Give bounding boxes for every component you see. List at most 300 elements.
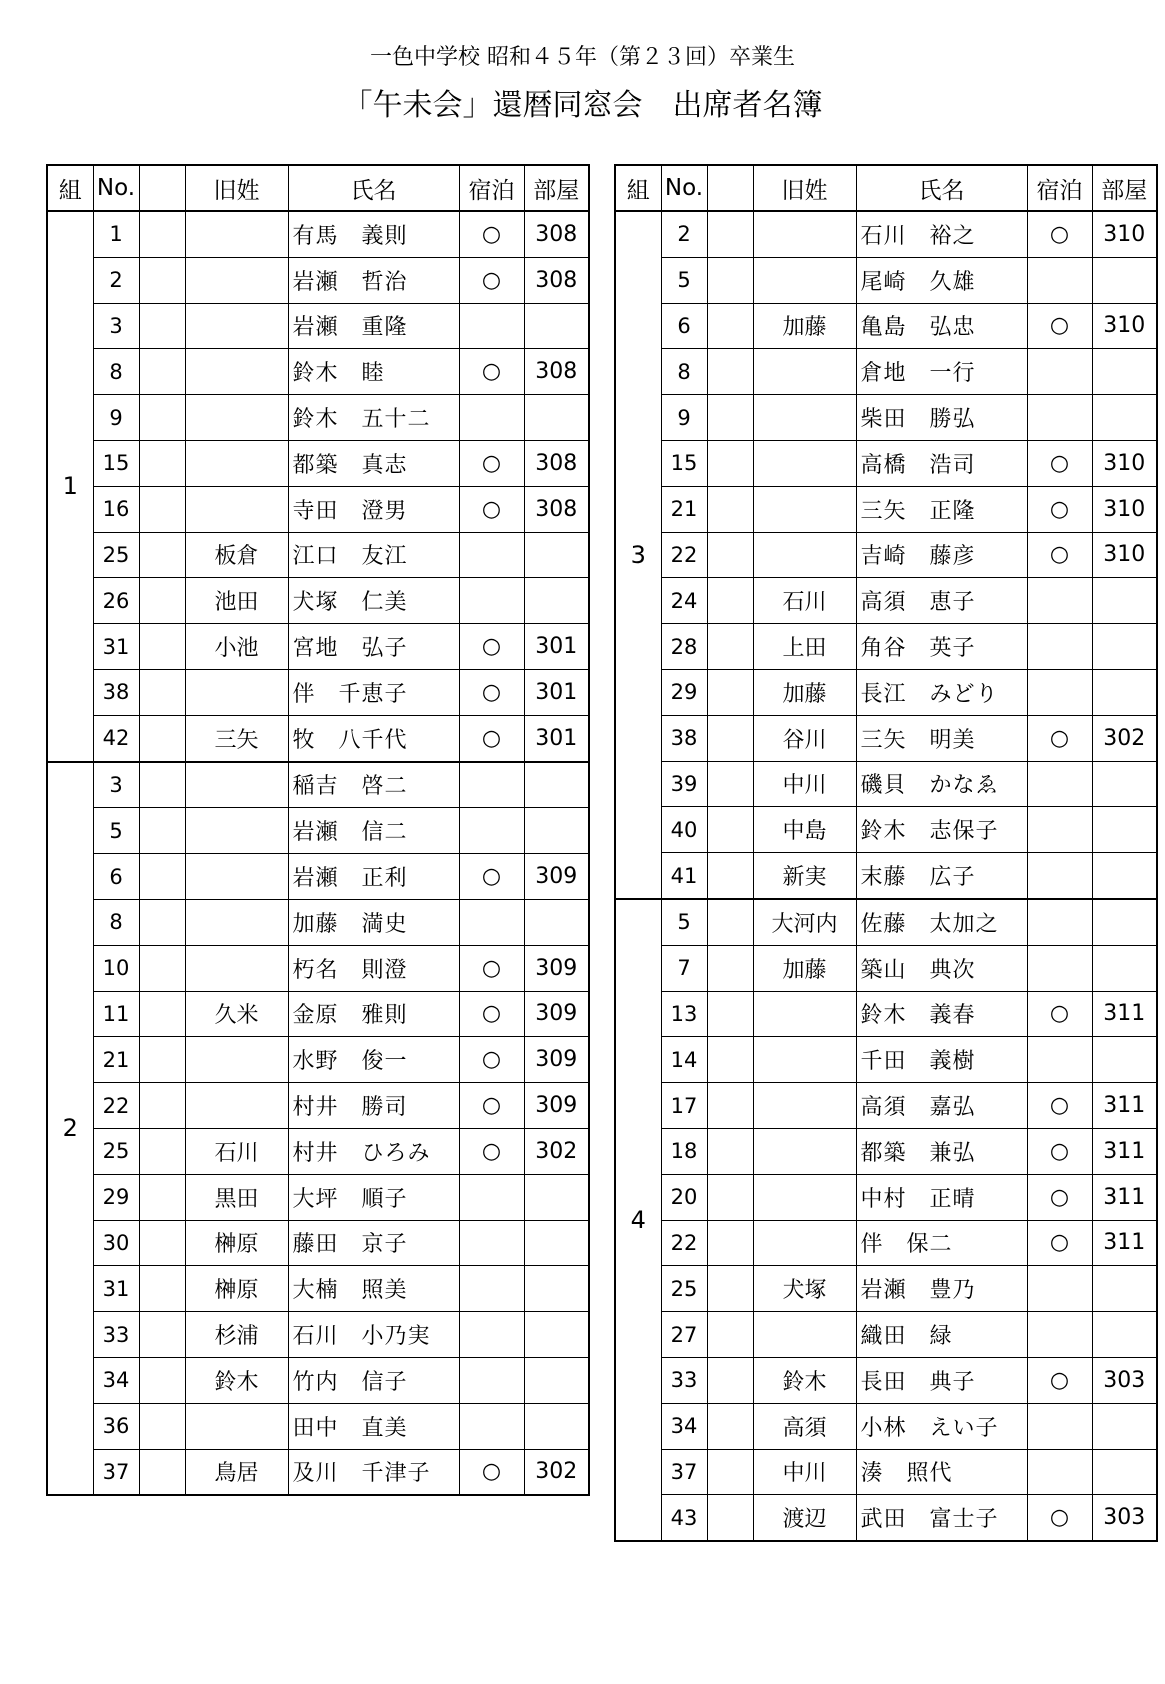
student-no: 9 — [93, 395, 139, 441]
blank-cell — [139, 303, 185, 349]
stay-mark: ○ — [1027, 1495, 1092, 1541]
room-number — [1092, 395, 1157, 441]
attendee-name: 朽名 則澄 — [288, 945, 459, 991]
blank-cell — [707, 440, 753, 486]
room-number — [524, 1220, 589, 1266]
attendee-name: 大楠 照美 — [288, 1266, 459, 1312]
attendee-name: 寺田 澄男 — [288, 486, 459, 532]
room-number: 309 — [524, 991, 589, 1037]
old-surname — [185, 899, 288, 945]
old-surname — [185, 1083, 288, 1129]
old-surname — [185, 945, 288, 991]
stay-mark: ○ — [459, 624, 524, 670]
attendee-name: 村井 ひろみ — [288, 1128, 459, 1174]
room-number — [1092, 899, 1157, 945]
old-surname — [185, 349, 288, 395]
attendee-name: 岩瀬 哲治 — [288, 257, 459, 303]
blank-cell — [139, 991, 185, 1037]
room-number: 301 — [524, 715, 589, 761]
table-header-row — [615, 165, 1157, 211]
attendee-name: 宮地 弘子 — [288, 624, 459, 670]
old-surname — [753, 486, 856, 532]
attendee-name: 長田 典子 — [856, 1357, 1027, 1403]
room-number — [524, 899, 589, 945]
blank-cell — [707, 669, 753, 715]
attendee-name: 有馬 義則 — [288, 211, 459, 257]
group-label: 2 — [47, 762, 93, 1496]
old-surname — [753, 1174, 856, 1220]
old-surname: 石川 — [185, 1128, 288, 1174]
old-surname: 榊原 — [185, 1220, 288, 1266]
blank-cell — [139, 808, 185, 854]
table-row — [615, 1449, 1157, 1495]
stay-mark: ○ — [459, 211, 524, 257]
room-number — [1092, 349, 1157, 395]
attendee-table-left — [46, 164, 590, 1496]
old-surname: 石川 — [753, 578, 856, 624]
table-row — [615, 624, 1157, 670]
room-number: 309 — [524, 945, 589, 991]
old-surname — [753, 991, 856, 1037]
room-number: 310 — [1092, 211, 1157, 257]
blank-cell — [707, 899, 753, 945]
blank-cell — [707, 1174, 753, 1220]
student-no: 27 — [661, 1312, 707, 1358]
student-no: 9 — [661, 395, 707, 441]
attendee-name: 小林 えい子 — [856, 1403, 1027, 1449]
stay-mark: ○ — [459, 1449, 524, 1495]
table-row — [47, 211, 589, 257]
old-surname — [185, 211, 288, 257]
blank-cell — [139, 349, 185, 395]
blank-cell — [139, 1312, 185, 1358]
student-no: 10 — [93, 945, 139, 991]
old-surname — [753, 440, 856, 486]
blank-cell — [707, 1083, 753, 1129]
stay-mark: ○ — [1027, 532, 1092, 578]
table-row — [47, 1220, 589, 1266]
attendee-name: 武田 富士子 — [856, 1495, 1027, 1541]
blank-cell — [707, 945, 753, 991]
room-number: 311 — [1092, 1220, 1157, 1266]
stay-mark — [459, 808, 524, 854]
old-surname — [753, 257, 856, 303]
old-surname: 新実 — [753, 853, 856, 899]
attendee-name: 岩瀬 豊乃 — [856, 1266, 1027, 1312]
table-row — [47, 991, 589, 1037]
stay-mark: ○ — [459, 715, 524, 761]
stay-mark: ○ — [1027, 1220, 1092, 1266]
table-row — [47, 486, 589, 532]
attendee-name: 岩瀬 正利 — [288, 854, 459, 900]
blank-cell — [707, 807, 753, 853]
student-no: 20 — [661, 1174, 707, 1220]
attendee-name: 江口 友江 — [288, 532, 459, 578]
stay-mark: ○ — [1027, 715, 1092, 761]
old-surname: 榊原 — [185, 1266, 288, 1312]
stay-mark: ○ — [459, 1037, 524, 1083]
table-row — [615, 440, 1157, 486]
stay-mark: ○ — [1027, 303, 1092, 349]
old-surname: 小池 — [185, 624, 288, 670]
student-no: 33 — [661, 1357, 707, 1403]
old-surname: 上田 — [753, 624, 856, 670]
old-surname — [185, 854, 288, 900]
header-room: 部屋 — [1092, 165, 1157, 211]
attendee-name: 佐藤 太加之 — [856, 899, 1027, 945]
blank-cell — [139, 395, 185, 441]
student-no: 5 — [93, 808, 139, 854]
attendee-name: 竹内 信子 — [288, 1357, 459, 1403]
old-surname: 杉浦 — [185, 1312, 288, 1358]
stay-mark: ○ — [459, 440, 524, 486]
blank-cell — [139, 1174, 185, 1220]
old-surname — [185, 440, 288, 486]
student-no: 26 — [93, 578, 139, 624]
blank-cell — [139, 854, 185, 900]
stay-mark — [1027, 761, 1092, 807]
table-row — [47, 945, 589, 991]
stay-mark: ○ — [459, 257, 524, 303]
header-stay: 宿泊 — [459, 165, 524, 211]
student-no: 25 — [661, 1266, 707, 1312]
student-no: 41 — [661, 853, 707, 899]
student-no: 31 — [93, 624, 139, 670]
attendee-name: 中村 正晴 — [856, 1174, 1027, 1220]
blank-cell — [139, 1266, 185, 1312]
blank-cell — [139, 440, 185, 486]
room-number: 308 — [524, 440, 589, 486]
attendee-name: 磯貝 かなゑ — [856, 761, 1027, 807]
room-number: 302 — [1092, 715, 1157, 761]
header-group: 組 — [47, 165, 93, 211]
stay-mark: ○ — [1027, 440, 1092, 486]
attendee-name: 高須 恵子 — [856, 578, 1027, 624]
table-row — [615, 899, 1157, 945]
attendee-name: 岩瀬 信二 — [288, 808, 459, 854]
student-no: 43 — [661, 1495, 707, 1541]
stay-mark — [459, 395, 524, 441]
blank-cell — [139, 715, 185, 761]
old-surname: 久米 — [185, 991, 288, 1037]
attendee-name: 都築 兼弘 — [856, 1128, 1027, 1174]
old-surname: 大河内 — [753, 899, 856, 945]
table-row — [47, 1266, 589, 1312]
room-number: 301 — [524, 624, 589, 670]
room-number — [524, 303, 589, 349]
old-surname — [753, 349, 856, 395]
attendee-name: 牧 八千代 — [288, 715, 459, 761]
old-surname — [185, 762, 288, 808]
old-surname: 鳥居 — [185, 1449, 288, 1495]
student-no: 15 — [93, 440, 139, 486]
old-surname: 鈴木 — [185, 1357, 288, 1403]
student-no: 33 — [93, 1312, 139, 1358]
old-surname: 加藤 — [753, 945, 856, 991]
old-surname: 谷川 — [753, 715, 856, 761]
student-no: 34 — [661, 1403, 707, 1449]
attendee-name: 鈴木 睦 — [288, 349, 459, 395]
table-row — [47, 440, 589, 486]
room-number — [1092, 853, 1157, 899]
header-name: 氏名 — [288, 165, 459, 211]
table-row — [615, 1037, 1157, 1083]
room-number — [524, 395, 589, 441]
student-no: 22 — [661, 1220, 707, 1266]
old-surname — [753, 395, 856, 441]
room-number — [524, 1403, 589, 1449]
attendee-name: 都築 真志 — [288, 440, 459, 486]
student-no: 8 — [93, 349, 139, 395]
table-row — [47, 899, 589, 945]
room-number — [524, 578, 589, 624]
table-row — [47, 1128, 589, 1174]
student-no: 7 — [661, 945, 707, 991]
room-number — [1092, 578, 1157, 624]
attendee-name: 石川 小乃実 — [288, 1312, 459, 1358]
stay-mark — [1027, 578, 1092, 624]
table-row — [615, 991, 1157, 1037]
attendee-name: 長江 みどり — [856, 669, 1027, 715]
blank-cell — [139, 578, 185, 624]
document-subtitle: 一色中学校 昭和４５年（第２３回）卒業生 — [370, 45, 795, 70]
student-no: 2 — [661, 211, 707, 257]
room-number: 310 — [1092, 486, 1157, 532]
blank-cell — [707, 1449, 753, 1495]
stay-mark: ○ — [1027, 1128, 1092, 1174]
old-surname: 中川 — [753, 761, 856, 807]
stay-mark: ○ — [1027, 1357, 1092, 1403]
room-number: 311 — [1092, 1174, 1157, 1220]
stay-mark: ○ — [1027, 486, 1092, 532]
room-number — [1092, 807, 1157, 853]
stay-mark — [1027, 349, 1092, 395]
attendee-name: 築山 典次 — [856, 945, 1027, 991]
stay-mark — [459, 532, 524, 578]
table-row — [47, 1449, 589, 1495]
room-number: 311 — [1092, 1128, 1157, 1174]
blank-cell — [139, 211, 185, 257]
old-surname — [185, 257, 288, 303]
attendee-name: 鈴木 義春 — [856, 991, 1027, 1037]
student-no: 31 — [93, 1266, 139, 1312]
old-surname: 高須 — [753, 1403, 856, 1449]
stay-mark — [459, 1220, 524, 1266]
room-number — [524, 762, 589, 808]
attendee-name: 三矢 正隆 — [856, 486, 1027, 532]
stay-mark — [1027, 1037, 1092, 1083]
stay-mark: ○ — [459, 349, 524, 395]
room-number: 311 — [1092, 1083, 1157, 1129]
room-number: 303 — [1092, 1357, 1157, 1403]
blank-cell — [139, 1357, 185, 1403]
student-no: 8 — [661, 349, 707, 395]
blank-cell — [707, 486, 753, 532]
attendee-name: 湊 照代 — [856, 1449, 1027, 1495]
table-row — [615, 1174, 1157, 1220]
student-no: 1 — [93, 211, 139, 257]
student-no: 8 — [93, 899, 139, 945]
old-surname: 中川 — [753, 1449, 856, 1495]
old-surname — [753, 532, 856, 578]
stay-mark: ○ — [1027, 211, 1092, 257]
old-surname — [185, 303, 288, 349]
table-row — [47, 854, 589, 900]
stay-mark — [459, 1174, 524, 1220]
old-surname: 板倉 — [185, 532, 288, 578]
table-row — [47, 762, 589, 808]
attendee-name: 鈴木 志保子 — [856, 807, 1027, 853]
old-surname: 渡辺 — [753, 1495, 856, 1541]
table-row — [615, 1128, 1157, 1174]
room-number: 309 — [524, 1083, 589, 1129]
table-row — [47, 303, 589, 349]
attendee-name: 吉崎 藤彦 — [856, 532, 1027, 578]
student-no: 28 — [661, 624, 707, 670]
blank-cell — [707, 715, 753, 761]
header-blank — [707, 165, 753, 211]
room-number — [524, 1174, 589, 1220]
attendee-name: 藤田 京子 — [288, 1220, 459, 1266]
stay-mark: ○ — [459, 1128, 524, 1174]
attendee-name: 尾崎 久雄 — [856, 257, 1027, 303]
room-number: 301 — [524, 669, 589, 715]
student-no: 22 — [661, 532, 707, 578]
student-no: 37 — [93, 1449, 139, 1495]
student-no: 21 — [93, 1037, 139, 1083]
student-no: 22 — [93, 1083, 139, 1129]
student-no: 13 — [661, 991, 707, 1037]
student-no: 30 — [93, 1220, 139, 1266]
student-no: 6 — [93, 854, 139, 900]
attendee-name: 村井 勝司 — [288, 1083, 459, 1129]
student-no: 15 — [661, 440, 707, 486]
room-number: 310 — [1092, 532, 1157, 578]
room-number — [1092, 1403, 1157, 1449]
header-old-surname: 旧姓 — [753, 165, 856, 211]
old-surname: 黒田 — [185, 1174, 288, 1220]
room-number — [1092, 1312, 1157, 1358]
room-number: 311 — [1092, 991, 1157, 1037]
table-row — [615, 1083, 1157, 1129]
stay-mark — [1027, 395, 1092, 441]
blank-cell — [139, 486, 185, 532]
room-number — [524, 1266, 589, 1312]
blank-cell — [707, 211, 753, 257]
old-surname — [753, 1128, 856, 1174]
blank-cell — [707, 578, 753, 624]
blank-cell — [139, 1403, 185, 1449]
student-no: 17 — [661, 1083, 707, 1129]
room-number: 308 — [524, 486, 589, 532]
table-row — [47, 715, 589, 761]
blank-cell — [139, 1128, 185, 1174]
blank-cell — [139, 624, 185, 670]
student-no: 6 — [661, 303, 707, 349]
document-title: 「午未会」還暦同窓会 出席者名簿 — [342, 88, 823, 123]
stay-mark — [1027, 1403, 1092, 1449]
stay-mark — [1027, 899, 1092, 945]
attendee-name: 石川 裕之 — [856, 211, 1027, 257]
attendee-name: 鈴木 五十二 — [288, 395, 459, 441]
table-row — [615, 395, 1157, 441]
old-surname: 犬塚 — [753, 1266, 856, 1312]
attendee-name: 稲吉 啓二 — [288, 762, 459, 808]
blank-cell — [139, 1449, 185, 1495]
room-number: 302 — [524, 1449, 589, 1495]
stay-mark — [459, 1312, 524, 1358]
old-surname: 池田 — [185, 578, 288, 624]
table-row — [615, 1495, 1157, 1541]
blank-cell — [707, 349, 753, 395]
header-name: 氏名 — [856, 165, 1027, 211]
attendee-name: 角谷 英子 — [856, 624, 1027, 670]
table-row — [615, 1266, 1157, 1312]
student-no: 25 — [93, 1128, 139, 1174]
table-row — [47, 1037, 589, 1083]
table-row — [47, 1312, 589, 1358]
attendee-name: 金原 雅則 — [288, 991, 459, 1037]
header-old-surname: 旧姓 — [185, 165, 288, 211]
student-no: 11 — [93, 991, 139, 1037]
old-surname — [185, 395, 288, 441]
stay-mark — [459, 1266, 524, 1312]
attendee-name: 岩瀬 重隆 — [288, 303, 459, 349]
table-row — [47, 532, 589, 578]
student-no: 25 — [93, 532, 139, 578]
attendee-name: 犬塚 仁美 — [288, 578, 459, 624]
old-surname — [185, 1403, 288, 1449]
room-number — [524, 1312, 589, 1358]
header-group: 組 — [615, 165, 661, 211]
stay-mark — [1027, 945, 1092, 991]
header-blank — [139, 165, 185, 211]
room-number — [1092, 1266, 1157, 1312]
table-row — [615, 1220, 1157, 1266]
old-surname: 中島 — [753, 807, 856, 853]
table-row — [615, 807, 1157, 853]
attendee-name: 柴田 勝弘 — [856, 395, 1027, 441]
stay-mark: ○ — [1027, 1083, 1092, 1129]
blank-cell — [139, 1037, 185, 1083]
student-no: 36 — [93, 1403, 139, 1449]
attendee-name: 高須 嘉弘 — [856, 1083, 1027, 1129]
old-surname — [753, 1037, 856, 1083]
room-number: 309 — [524, 854, 589, 900]
table-row — [47, 1174, 589, 1220]
room-number: 302 — [524, 1128, 589, 1174]
attendee-name: 高橋 浩司 — [856, 440, 1027, 486]
stay-mark — [1027, 853, 1092, 899]
student-no: 42 — [93, 715, 139, 761]
attendee-name: 三矢 明美 — [856, 715, 1027, 761]
blank-cell — [707, 1037, 753, 1083]
attendee-name: 加藤 満史 — [288, 899, 459, 945]
old-surname — [185, 486, 288, 532]
stay-mark — [1027, 1449, 1092, 1495]
blank-cell — [707, 1128, 753, 1174]
blank-cell — [707, 1266, 753, 1312]
old-surname — [753, 1220, 856, 1266]
stay-mark — [459, 578, 524, 624]
blank-cell — [707, 1403, 753, 1449]
table-row — [615, 303, 1157, 349]
stay-mark: ○ — [1027, 1174, 1092, 1220]
student-no: 37 — [661, 1449, 707, 1495]
blank-cell — [139, 899, 185, 945]
table-row — [47, 669, 589, 715]
table-row — [615, 945, 1157, 991]
